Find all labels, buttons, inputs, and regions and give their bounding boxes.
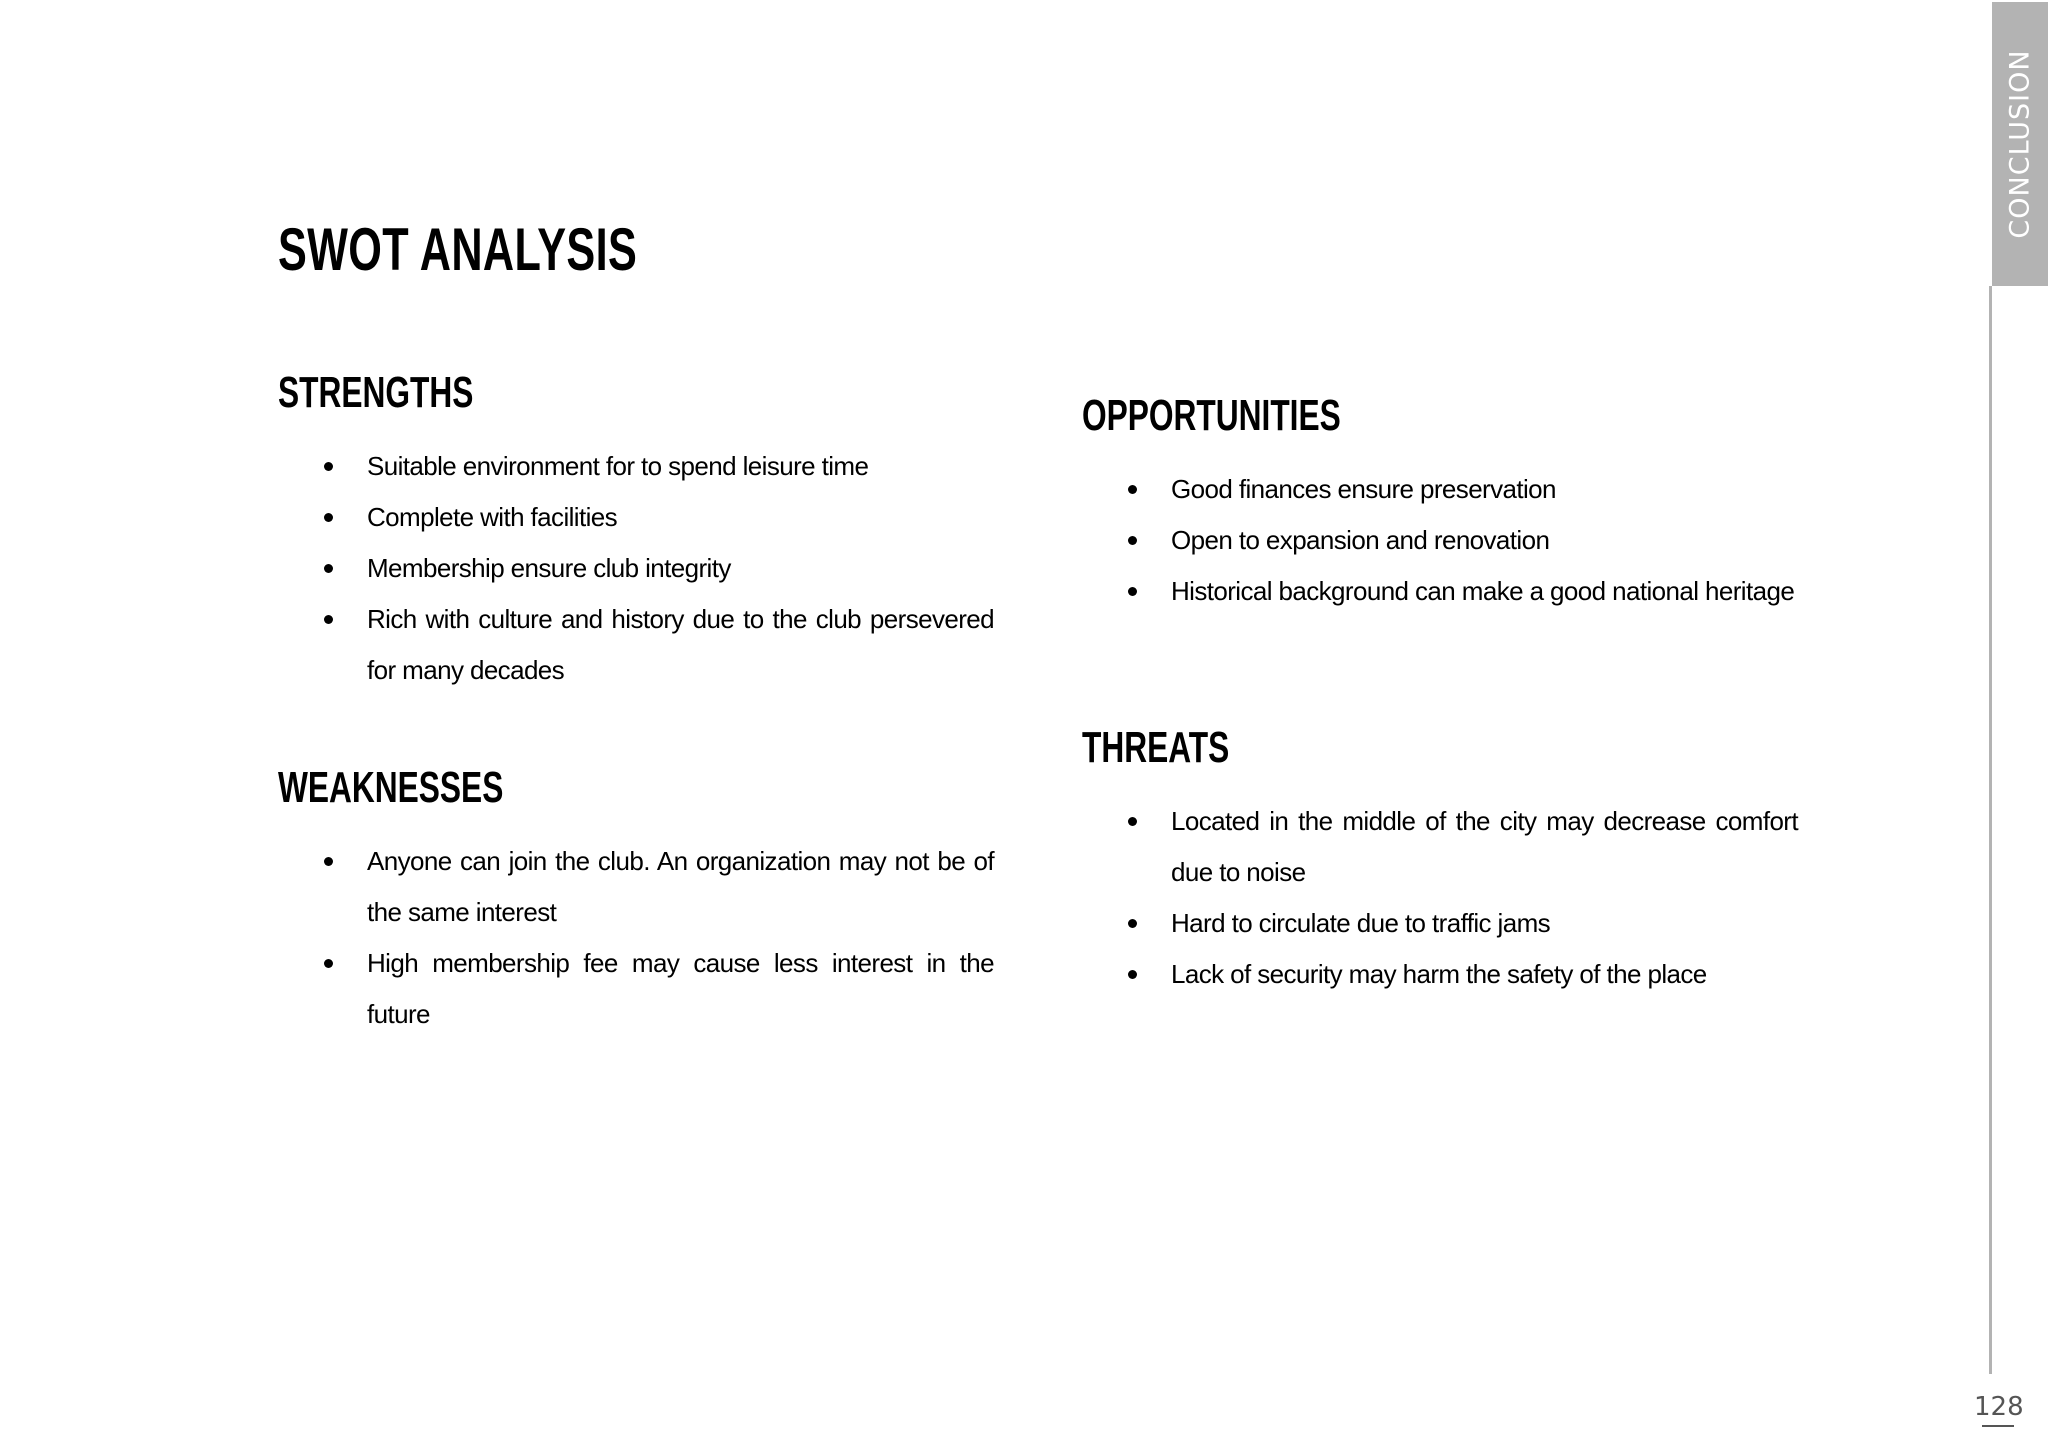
bullet-icon bbox=[324, 513, 333, 522]
list-item-text: Historical background can make a good national heritage bbox=[1171, 576, 1795, 606]
list-item-text: Hard to circulate due to traffic jams bbox=[1171, 908, 1551, 938]
list-item bbox=[1082, 515, 1798, 566]
bullet-icon bbox=[1128, 485, 1137, 494]
opportunities-list bbox=[1082, 464, 1798, 617]
bullet-icon bbox=[1128, 817, 1137, 826]
threats-list bbox=[1082, 796, 1798, 1000]
list-item bbox=[278, 543, 994, 594]
list-item bbox=[278, 938, 994, 1040]
list-item bbox=[1082, 796, 1798, 898]
list-item-text: Suitable environment for to spend leisure time bbox=[367, 451, 869, 481]
list-item-text: Located in the middle of the city may decrease comfort due to noise bbox=[1171, 806, 1798, 887]
list-item bbox=[1082, 898, 1798, 949]
strengths-section bbox=[278, 365, 994, 696]
list-item-text: Anyone can join the club. An organization may not be of the same interest bbox=[367, 846, 994, 927]
bullet-icon bbox=[1128, 919, 1137, 928]
list-item-text: Membership ensure club integrity bbox=[367, 553, 731, 583]
bullet-icon bbox=[324, 959, 333, 968]
list-item bbox=[278, 492, 994, 543]
list-item bbox=[278, 594, 994, 696]
weaknesses-heading: WEAKNESSES bbox=[278, 763, 504, 812]
chapter-tab bbox=[1992, 2, 2048, 286]
list-item bbox=[1082, 464, 1798, 515]
opportunities-section bbox=[1082, 388, 1798, 617]
bullet-icon bbox=[1128, 970, 1137, 979]
list-item-text: Complete with facilities bbox=[367, 502, 618, 532]
strengths-list bbox=[278, 441, 994, 696]
bullet-icon bbox=[324, 462, 333, 471]
bullet-icon bbox=[1128, 536, 1137, 545]
bullet-icon bbox=[324, 564, 333, 573]
list-item-text: High membership fee may cause less interest in the future bbox=[367, 948, 994, 1029]
threats-heading: THREATS bbox=[1082, 723, 1230, 772]
side-rule bbox=[1989, 286, 1992, 1374]
list-item-text: Open to expansion and renovation bbox=[1171, 525, 1550, 555]
page-number: 128 bbox=[1974, 1392, 2024, 1422]
weaknesses-section bbox=[278, 760, 994, 1040]
chapter-tab-label: CONCLUSION bbox=[2004, 49, 2036, 239]
page-number-underline bbox=[1982, 1425, 2014, 1427]
strengths-heading: STRENGTHS bbox=[278, 368, 474, 417]
bullet-icon bbox=[1128, 587, 1137, 596]
list-item bbox=[1082, 566, 1798, 617]
bullet-icon bbox=[324, 615, 333, 624]
list-item-text: Rich with culture and history due to the club persevered for many decades bbox=[367, 604, 994, 685]
list-item-text: Good finances ensure preservation bbox=[1171, 474, 1556, 504]
threats-section bbox=[1082, 720, 1798, 1000]
weaknesses-list bbox=[278, 836, 994, 1040]
opportunities-heading: OPPORTUNITIES bbox=[1082, 391, 1341, 440]
list-item bbox=[278, 441, 994, 492]
bullet-icon bbox=[324, 857, 333, 866]
list-item bbox=[278, 836, 994, 938]
list-item-text: Lack of security may harm the safety of the place bbox=[1171, 959, 1707, 989]
list-item bbox=[1082, 949, 1798, 1000]
page-title: SWOT ANALYSIS bbox=[278, 216, 638, 283]
